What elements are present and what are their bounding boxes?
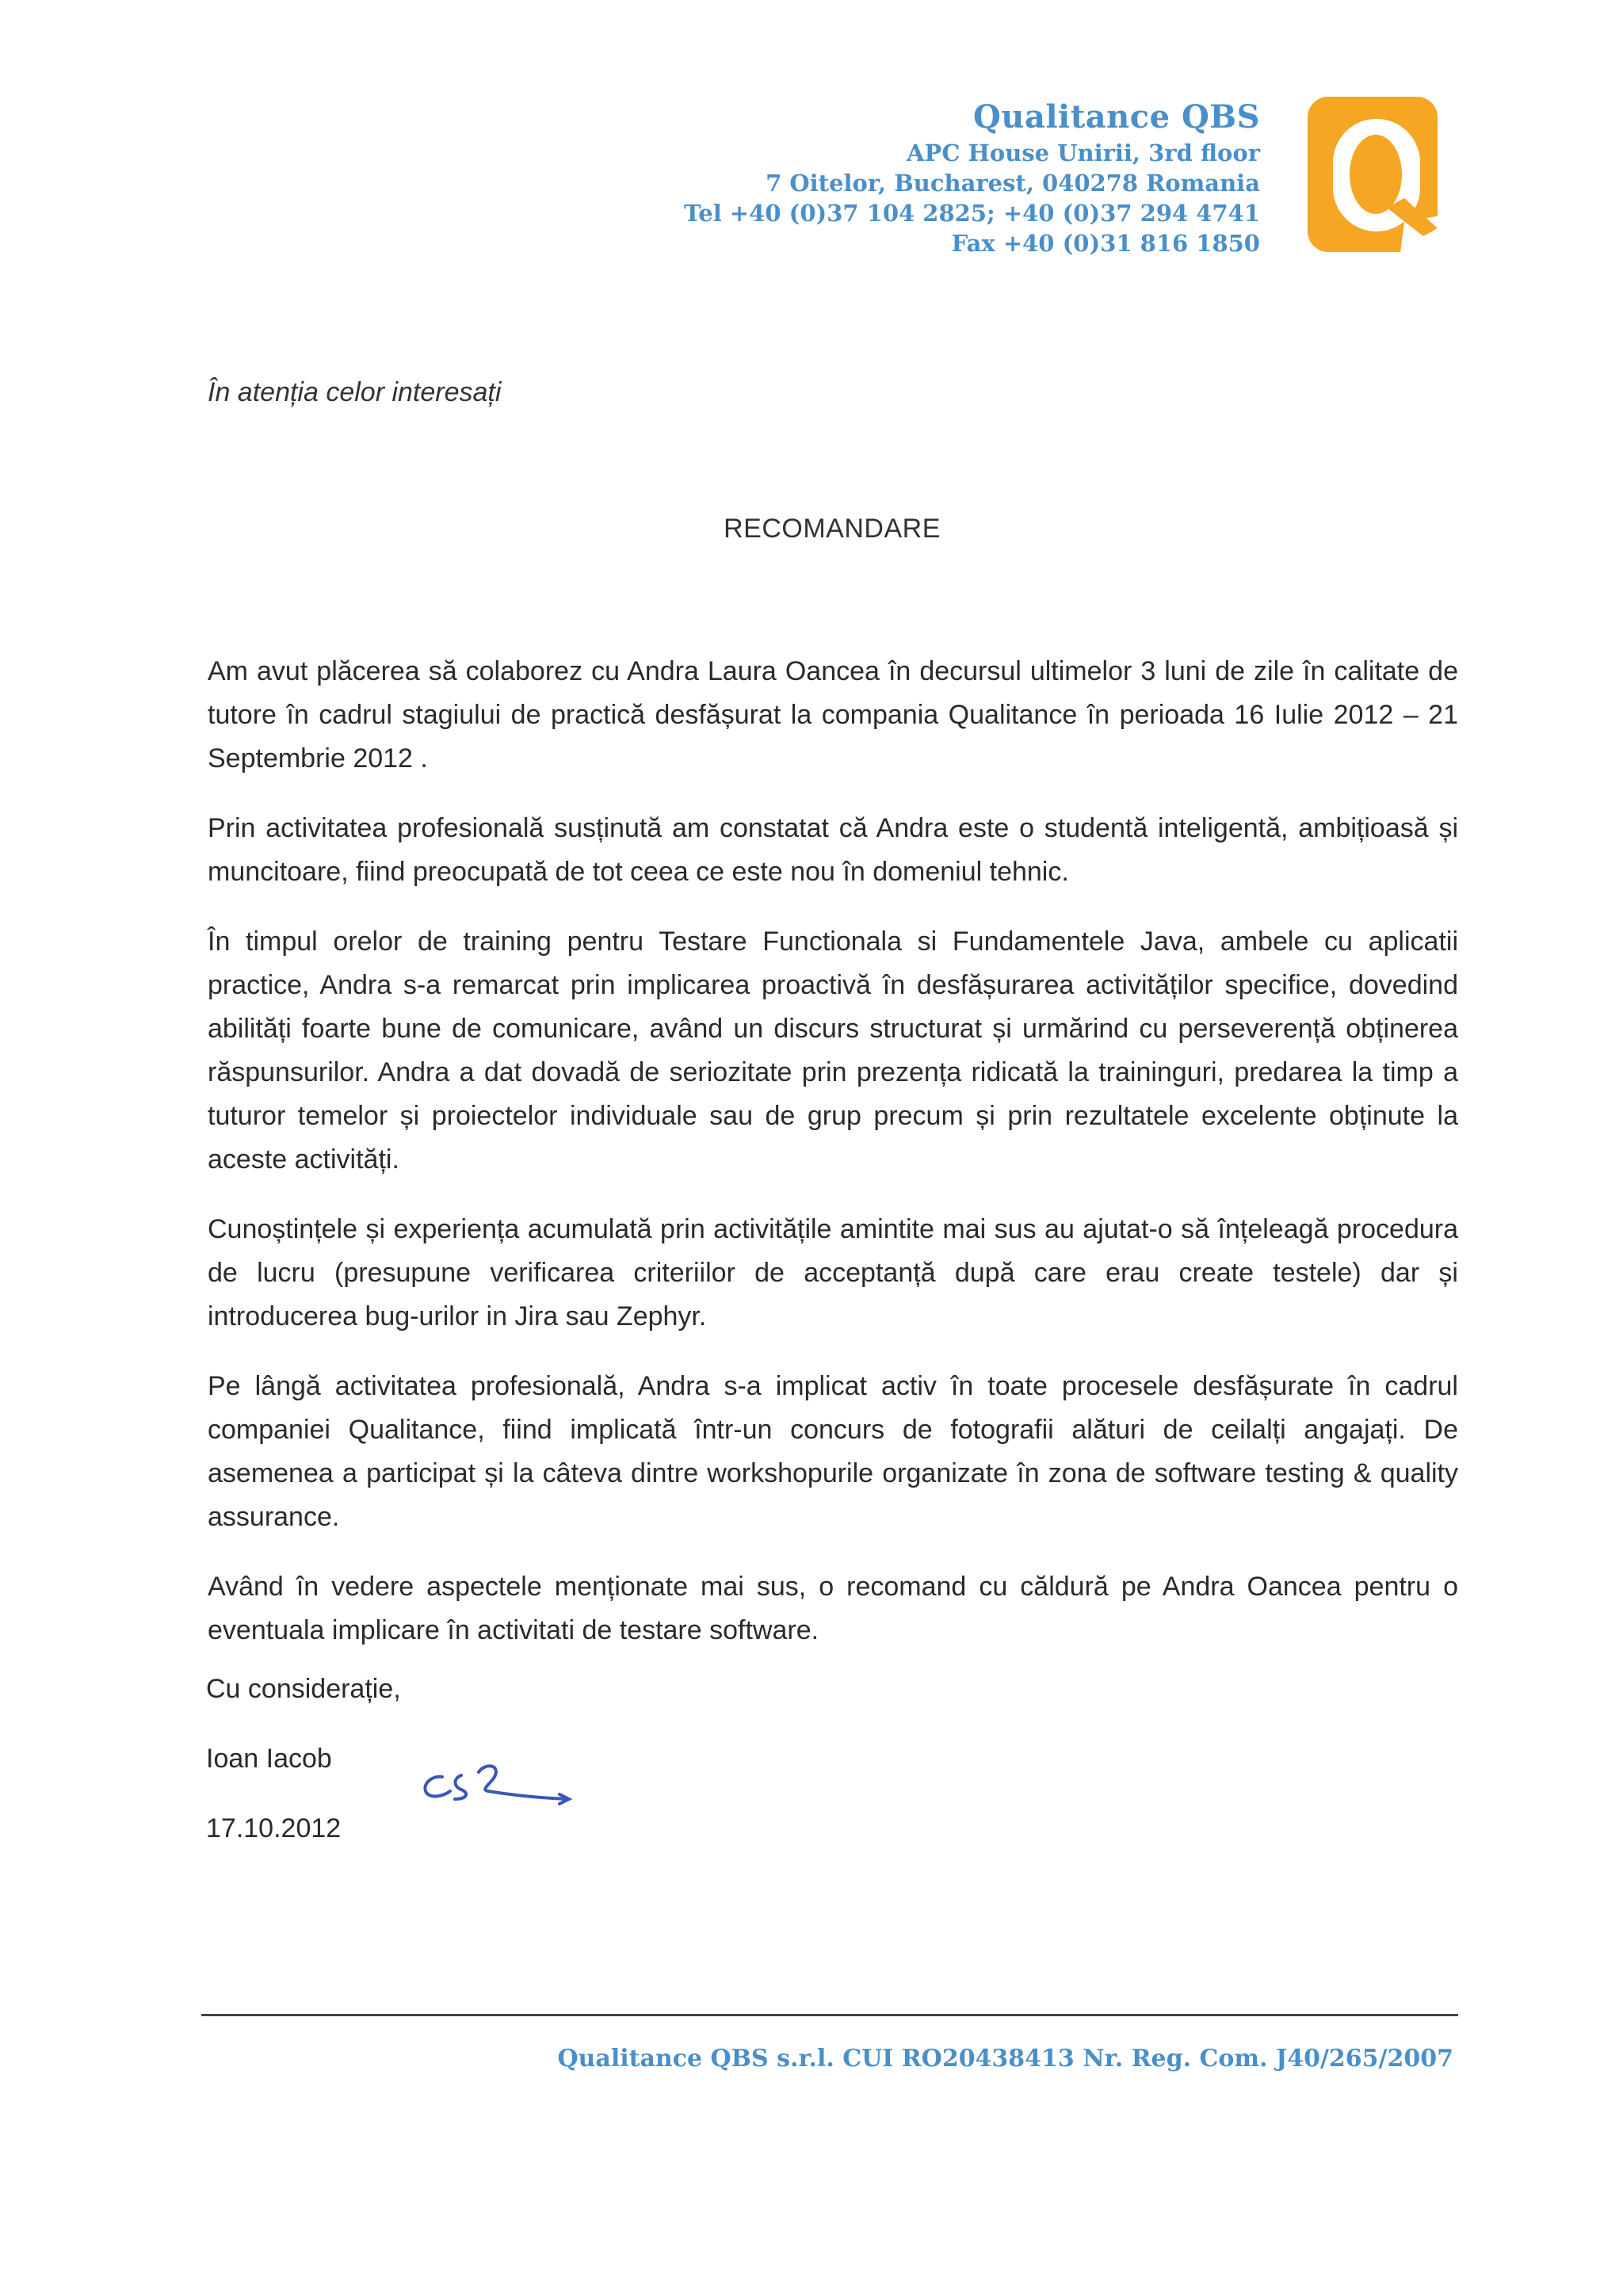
company-info [684, 97, 1260, 258]
letter-body [208, 650, 1458, 1679]
document-title: RECOMANDARE [724, 514, 941, 544]
footer-company-registration: Qualitance QBS s.r.l. CUI RO20438413 Nr. Reg. Com. J40/265/2007 [557, 2045, 1453, 2073]
company-tel: Tel +40 (0)37 104 2825; +40 (0)37 294 4741 [684, 200, 1260, 227]
paragraph: Am avut plăcerea să colaborez cu Andra Laura Oancea în decursul ultimelor 3 luni de zile în calitate de tutore în cadrul stagiului de practică desfășurat la compania Qualitance în perioada 16 Iulie 2012 – 21 Septembrie 2012 . [208, 656, 1458, 774]
paragraph: Pe lângă activitatea profesională, Andra s-a implicat activ în toate procesele desfășurate în cadrul companiei Qualitance, fiind implicată într-un concurs de fotografii alături de ceilalți angajați. De asemenea a participat și la câteva dintre workshopurile organizate în zona de software testing & quality assurance. [208, 1371, 1458, 1532]
paragraph: Cunoștințele și experiența acumulată prin activitățile amintite mai sus au ajutat-o să înțeleagă procedura de lucru (presupune verificarea criteriilor de acceptanță după care erau create testele) dar și introducerea bug-urilor in Jira sau Zephyr. [208, 1214, 1458, 1331]
q-logo-icon [1304, 97, 1441, 259]
handwritten-signature [412, 1744, 586, 1815]
paragraph: Având în vedere aspectele menționate mai sus, o recomand cu căldură pe Andra Oancea pentru o eventuala implicare în activitati de testare software. [208, 1572, 1458, 1645]
footer-divider [201, 2014, 1458, 2016]
paragraph: Prin activitatea profesională susținută am constatat că Andra este o studentă inteligentă, ambițioasă și muncitoare, fiind preocupată de tot ceea ce este nou în domeniul tehnic. [208, 813, 1458, 887]
letter-date: 17.10.2012 [206, 1813, 342, 1843]
company-fax: Fax +40 (0)31 816 1850 [951, 230, 1260, 257]
paragraph: În timpul orelor de training pentru Testare Functionala si Fundamentele Java, ambele cu aplicatii practice, Andra s-a remarcat prin implicarea proactivă în desfășurarea activităților specifice, dovedind abilități foarte bune de comunicare, având un discurs structurat și urmărind cu perseverență obținerea răspunsurilor. Andra a dat dovadă de seriozitate prin prezența ridicată la traininguri, predarea la timp a tuturor temelor și proiectelor individuale sau de grup precum și prin rezultatele excelente obținute la aceste activități. [208, 926, 1458, 1175]
closing: Cu considerație, [206, 1674, 401, 1704]
company-name: Qualitance QBS [973, 98, 1260, 136]
company-address-line2: 7 Oitelor, Bucharest, 040278 Romania [766, 170, 1260, 197]
company-address-line1: APC House Unirii, 3rd floor [907, 139, 1260, 166]
letterhead [0, 0, 1623, 285]
salutation: În atenția celor interesați [208, 377, 502, 407]
signer-name: Ioan Iacob [206, 1744, 332, 1774]
